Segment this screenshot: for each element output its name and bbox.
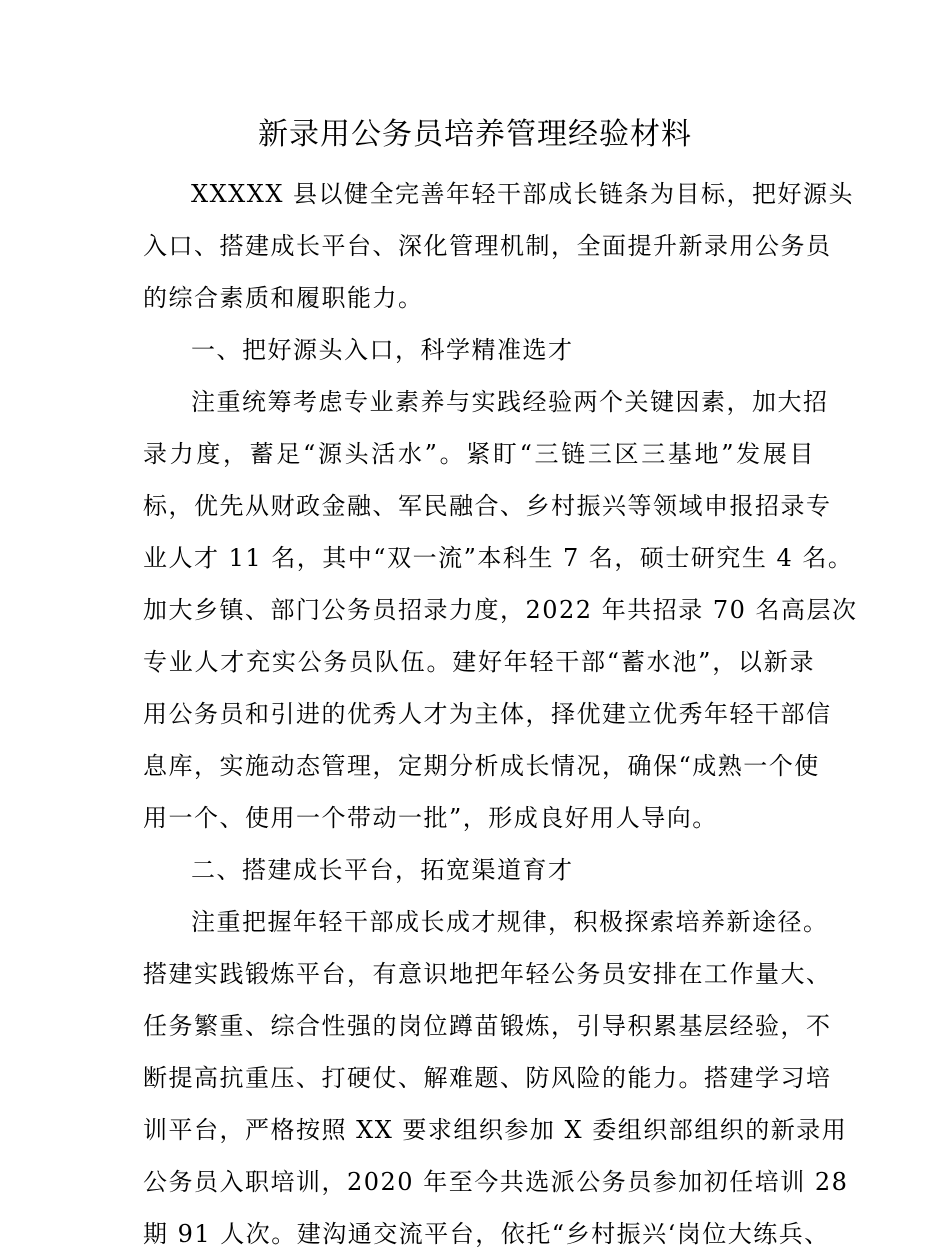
paragraph-line: 断提高抗重压、打硬仗、解难题、防风险的能力。搭建学习培: [143, 1064, 832, 1092]
paragraph-line: 公务员入职培训，2020 年至今共选派公务员参加初任培训 28: [143, 1168, 849, 1196]
paragraph-line: 标，优先从财政金融、军民融合、乡村振兴等领域申报招录专: [143, 492, 832, 520]
document-title: 新录用公务员培养管理经验材料: [258, 117, 692, 152]
paragraph-line: 搭建实践锻炼平台，有意识地把年轻公务员安排在工作量大、: [143, 960, 832, 988]
paragraph-line: 的综合素质和履职能力。: [143, 284, 424, 312]
document-body: [143, 168, 858, 1260]
paragraph-line: 用一个、使用一个带动一批”，形成良好用人导向。: [143, 804, 718, 832]
paragraph-line: 录力度，蓄足“源头活水”。紧盯“三链三区三基地”发展目: [143, 440, 815, 468]
paragraph-line: 专业人才充实公务员队伍。建好年轻干部“蓄水池”，以新录: [143, 648, 815, 676]
paragraph-line: 注重把握年轻干部成长成才规律，积极探索培养新途径。: [191, 908, 829, 936]
paragraph-line: 期 91 人次。建沟通交流平台，依托“乡村振兴‘岗位大练兵、: [143, 1220, 830, 1248]
paragraph-line: XXXXX 县以健全完善年轻干部成长链条为目标，把好源头: [191, 180, 855, 208]
paragraph-line: 业人才 11 名，其中“双一流”本科生 7 名，硕士研究生 4 名。: [143, 544, 854, 572]
paragraph-line: 息库，实施动态管理，定期分析成长情况，确保“成熟一个使: [143, 752, 820, 780]
paragraph-line: 注重统筹考虑专业素养与实践经验两个关键因素，加大招: [191, 388, 829, 416]
section-heading: 一、把好源头入口，科学精准选才: [191, 336, 574, 364]
paragraph-line: 任务繁重、综合性强的岗位蹲苗锻炼，引导积累基层经验，不: [143, 1012, 832, 1040]
paragraph-line: 加大乡镇、部门公务员招录力度，2022 年共招录 70 名高层次: [143, 596, 858, 624]
paragraph-line: 入口、搭建成长平台、深化管理机制，全面提升新录用公务员: [143, 232, 832, 260]
section-heading: 二、搭建成长平台，拓宽渠道育才: [191, 856, 574, 884]
paragraph-line: 用公务员和引进的优秀人才为主体，择优建立优秀年轻干部信: [143, 700, 832, 728]
paragraph-line: 训平台，严格按照 XX 要求组织参加 X 委组织部组织的新录用: [143, 1116, 848, 1144]
